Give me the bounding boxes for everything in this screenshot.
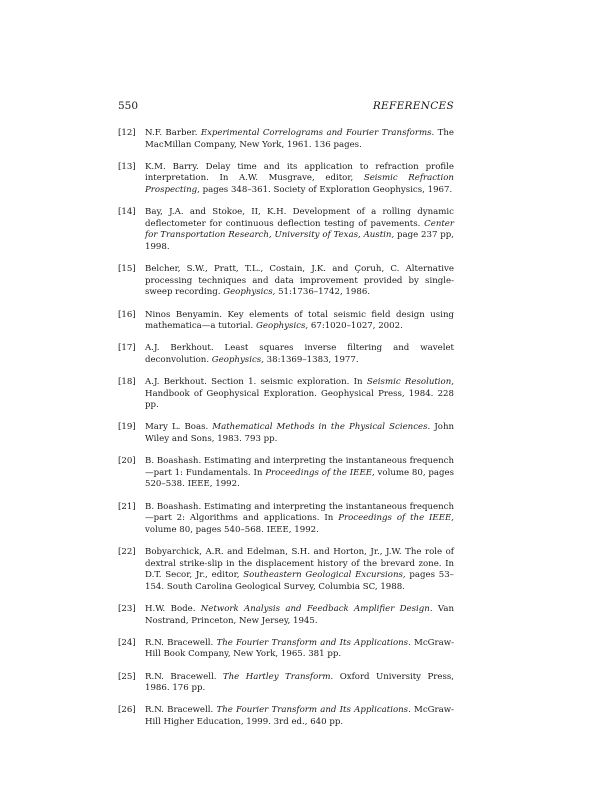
reference-entry bbox=[118, 502, 454, 537]
reference-entry bbox=[118, 128, 454, 151]
reference-entry bbox=[118, 207, 454, 253]
reference-entry bbox=[118, 638, 454, 661]
reference-entry bbox=[118, 604, 454, 627]
reference-text: B. Boashash. Estimating and interpreting the instantaneous frequench—part 1: Fundamentals. In Proceedings of the IEEE, volume 80, pages 520–538. IEEE, 1992. bbox=[145, 456, 454, 490]
reference-entry bbox=[118, 377, 454, 412]
reference-entry bbox=[118, 705, 454, 728]
reference-entry bbox=[118, 422, 454, 445]
reference-number: [17] bbox=[118, 343, 136, 354]
reference-entry bbox=[118, 672, 454, 695]
reference-text: R.N. Bracewell. The Hartley Transform. Oxford University Press, 1986. 176 pp. bbox=[145, 671, 455, 694]
reference-number: [14] bbox=[118, 207, 136, 218]
reference-number: [19] bbox=[118, 422, 136, 433]
reference-entry bbox=[118, 547, 454, 593]
reference-entry bbox=[118, 456, 454, 491]
reference-text: A.J. Berkhout. Section 1. seismic exploration. In Seismic Resolution, Handbook of Geophysical Exploration. Geophysical Press, 1984. 228 pp. bbox=[145, 377, 454, 411]
reference-text: Bobyarchick, A.R. and Edelman, S.H. and Horton, Jr., J.W. The role of dextral strike-slip in the displacement history of the brevard zone. In D.T. Secor, Jr., editor, Southeastern Geological Excursions, pages 53–154. South Carolina Geological Survey, Columbia SC, 1988. bbox=[145, 546, 454, 592]
reference-number: [15] bbox=[118, 264, 136, 275]
reference-number: [16] bbox=[118, 309, 136, 320]
reference-entry bbox=[118, 343, 454, 366]
reference-number: [20] bbox=[118, 456, 136, 467]
reference-text: R.N. Bracewell. The Fourier Transform and Its Applications. McGraw-Hill Book Company, New York, 1965. 381 pp. bbox=[145, 637, 455, 660]
reference-number: [21] bbox=[118, 501, 136, 512]
reference-number: [25] bbox=[118, 671, 136, 682]
reference-text: B. Boashash. Estimating and interpreting the instantaneous frequench—part 2: Algorithms and applications. In Proceedings of the IEEE, volume 80, pages 540–568. IEEE, 1992. bbox=[145, 501, 454, 535]
reference-number: [26] bbox=[118, 705, 136, 716]
reference-text: N.F. Barber. Experimental Correlograms and Fourier Transforms. The MacMillan Company, New York, 1961. 136 pages. bbox=[145, 128, 454, 150]
reference-text: R.N. Bracewell. The Fourier Transform and Its Applications. McGraw-Hill Higher Education, 1999. 3rd ed., 640 pp. bbox=[145, 705, 455, 727]
reference-text: Bay, J.A. and Stokoe, II, K.H. Development of a rolling dynamic deflectometer for continuous deflection testing of pavements. Center for Transportation Research, University of Texas, Austin, page 237 pp, 1998. bbox=[145, 207, 454, 252]
section-title: REFERENCES bbox=[372, 100, 454, 112]
reference-text: Belcher, S.W., Pratt, T.L., Costain, J.K. and Çoruh, C. Alternative processing techniques and data improvement provided by single-sweep recording. Geophysics, 51:1736–1742, 1986. bbox=[145, 264, 454, 298]
reference-number: [12] bbox=[118, 128, 136, 138]
reference-number: [13] bbox=[118, 161, 136, 172]
reference-text: Mary L. Boas. Mathematical Methods in the Physical Sciences. John Wiley and Sons, 1983. 793 pp. bbox=[145, 422, 455, 445]
reference-list bbox=[118, 128, 454, 739]
reference-text: A.J. Berkhout. Least squares inverse filtering and wavelet deconvolution. Geophysics, 38:1369–1383, 1977. bbox=[145, 343, 454, 365]
reference-number: [18] bbox=[118, 377, 136, 388]
reference-entry bbox=[118, 264, 454, 299]
reference-number: [23] bbox=[118, 603, 136, 614]
reference-text: K.M. Barry. Delay time and its application to refraction profile interpretation. In A.W. Musgrave, editor, Seismic Refraction Prospecting, pages 348–361. Society of Exploration Geophysics, 1967. bbox=[145, 161, 454, 195]
page-number: 550 bbox=[118, 100, 139, 112]
reference-text: H.W. Bode. Network Analysis and Feedback Amplifier Design. Van Nostrand, Princeton, New Jersey, 1945. bbox=[145, 603, 454, 626]
reference-text: Ninos Benyamin. Key elements of total seismic field design using mathematica—a tutorial. Geophysics, 67:1020–1027, 2002. bbox=[145, 309, 454, 332]
reference-entry bbox=[118, 310, 454, 333]
running-header bbox=[118, 100, 454, 112]
reference-entry bbox=[118, 162, 454, 197]
reference-number: [22] bbox=[118, 546, 136, 557]
reference-number: [24] bbox=[118, 637, 136, 648]
